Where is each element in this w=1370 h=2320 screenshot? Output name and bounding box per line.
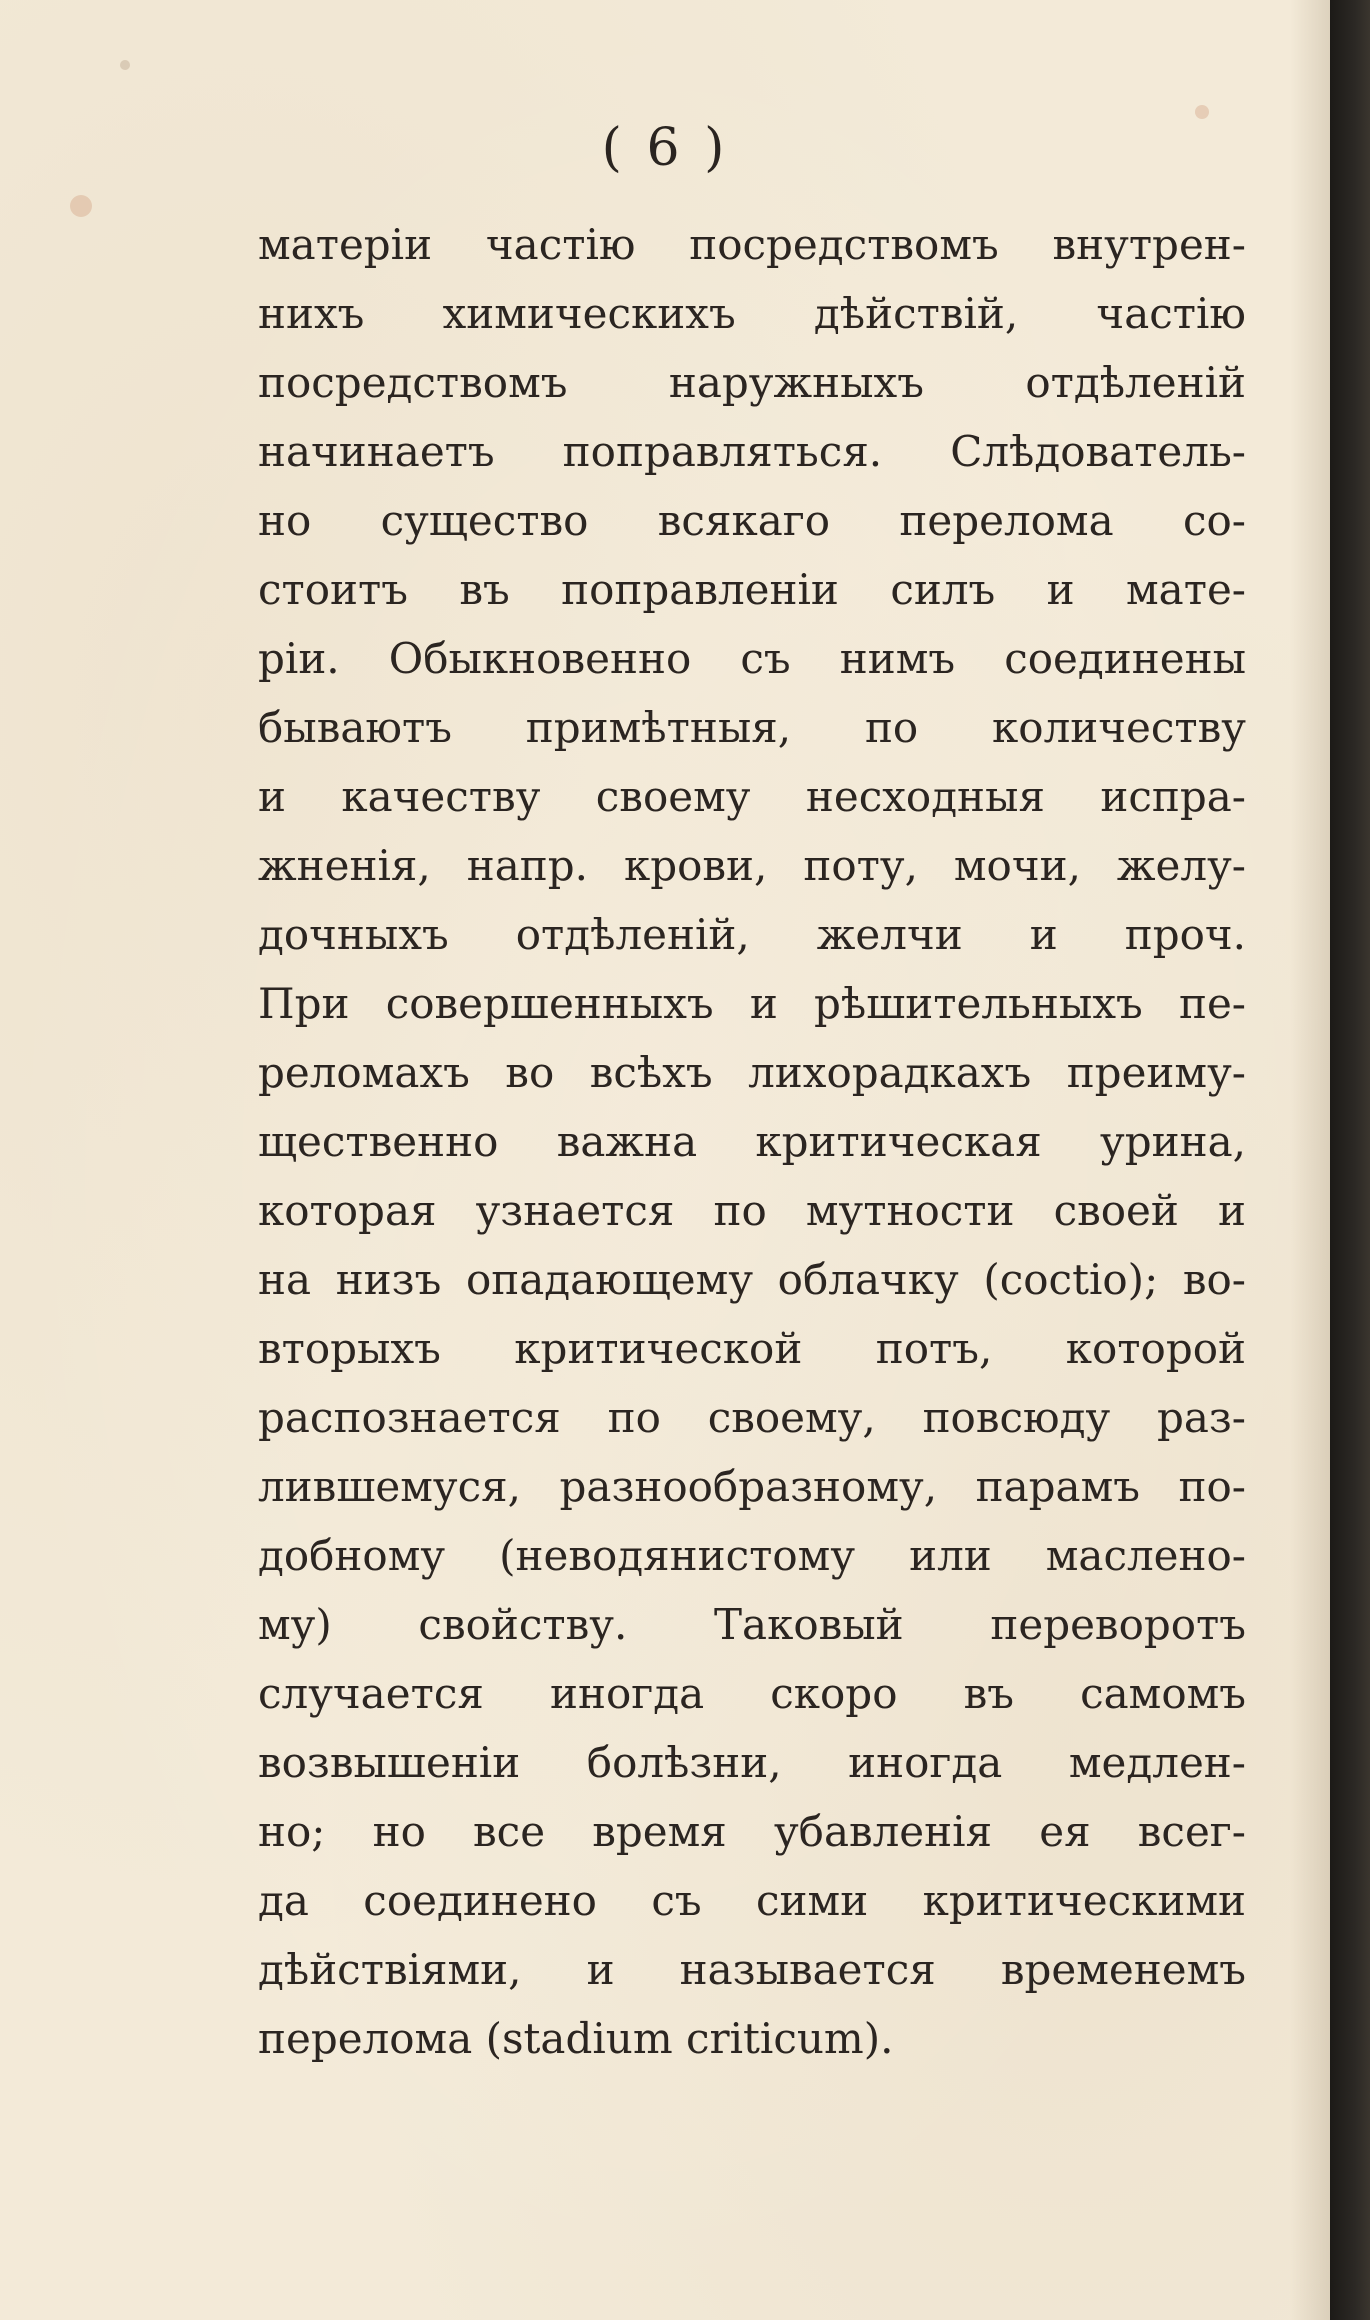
text-line: но; но все время убавленiя ея всег- [258,1807,1246,1856]
text-line: вторыхъ критической потъ, которой [258,1324,1246,1373]
foxing-stain [1195,105,1209,119]
text-line: и качеству своему несходныя испра- [258,772,1246,821]
text-line: лившемуся, разнообразному, парамъ по- [258,1462,1246,1511]
body-text [258,210,1246,2073]
page-number: ( 6 ) [601,118,729,178]
text-line: дочныхъ отдѣленiй, желчи и проч. [258,910,1246,959]
text-line: рiи. Обыкновенно съ нимъ соединены [258,634,1246,683]
text-line: на низъ опадающему облачку (coctio); во- [258,1255,1246,1304]
text-line: щественно важна критическая урина, [258,1117,1246,1166]
text-line: добному (неводянистому или маслено- [258,1531,1246,1580]
page-edge-shadow [1290,0,1330,2320]
text-line: посредствомъ наружныхъ отдѣленiй [258,358,1246,407]
foxing-stain [70,195,92,217]
text-line: которая узнается по мутности своей и [258,1186,1246,1235]
text-line: возвышенiи болѣзни, иногда медлен- [258,1738,1246,1787]
text-line: перелома (stadium criticum). [258,2014,894,2063]
text-line: да соединено съ сими критическими [258,1876,1246,1925]
text-line: стоитъ въ поправленiи силъ и мате- [258,565,1246,614]
text-line: дѣйствiями, и называется временемъ [258,1945,1246,1994]
foxing-stain [120,60,130,70]
text-line: нихъ химическихъ дѣйствiй, частiю [258,289,1246,338]
text-line: жненiя, напр. крови, поту, мочи, желу- [258,841,1246,890]
text-line: При совершенныхъ и рѣшительныхъ пе- [258,979,1246,1028]
text-line: начинаетъ поправляться. Слѣдователь- [258,427,1246,476]
text-line: му) свойству. Таковый переворотъ [258,1600,1246,1649]
book-binding-edge [1330,0,1370,2320]
text-line: бываютъ примѣтныя, по количеству [258,703,1246,752]
text-line: но существо всякаго перелома со- [258,496,1246,545]
text-line: распознается по своему, повсюду раз- [258,1393,1246,1442]
text-line: матерiи частiю посредствомъ внутрен- [258,220,1246,269]
text-line: случается иногда скоро въ самомъ [258,1669,1246,1718]
text-line: реломахъ во всѣхъ лихорадкахъ преиму- [258,1048,1246,1097]
